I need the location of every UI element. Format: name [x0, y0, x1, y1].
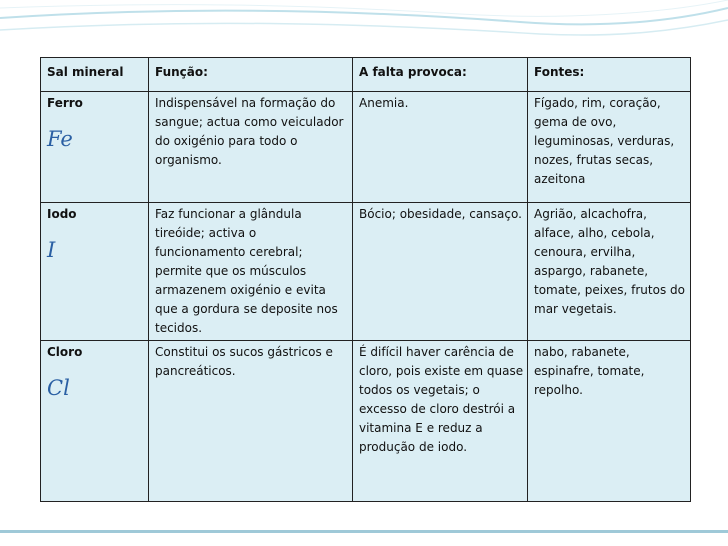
- fontes-cell: Fígado, rim, coração, gema de ovo, leguminosas, verduras, nozes, frutas secas, azeitona: [528, 92, 691, 203]
- funcao-cell: Constitui os sucos gástricos e pancreáticos.: [149, 341, 353, 502]
- mineral-cell: [41, 92, 149, 203]
- header-funcao: Função:: [149, 58, 353, 92]
- mineral-cell: [41, 203, 149, 341]
- table-row: [41, 203, 691, 341]
- minerals-table: [40, 57, 691, 502]
- funcao-cell: Faz funcionar a glândula tireóide; activa o funcionamento cerebral; permite que os músculos armazenem oxigénio e evita que a gordura se deposite nos tecidos.: [149, 203, 353, 341]
- chemical-symbol: Cl: [47, 376, 70, 400]
- fontes-cell: Agrião, alcachofra, alface, alho, cebola, cenoura, ervilha, aspargo, rabanete, tomate, peixes, frutos do mar vegetais.: [528, 203, 691, 341]
- header-falta-provoca: A falta provoca:: [353, 58, 528, 92]
- mineral-name: Cloro: [47, 345, 83, 359]
- mineral-name: Iodo: [47, 207, 77, 221]
- chemical-symbol: Fe: [47, 127, 73, 151]
- table-row: [41, 341, 691, 502]
- header-fontes: Fontes:: [528, 58, 691, 92]
- header-sal-mineral: Sal mineral: [41, 58, 149, 92]
- falta-cell: Bócio; obesidade, cansaço.: [353, 203, 528, 341]
- mineral-name: Ferro: [47, 96, 83, 110]
- table-row: [41, 92, 691, 203]
- table-header-row: [41, 58, 691, 92]
- decorative-bottom-line: [0, 530, 728, 533]
- chemical-symbol: I: [47, 238, 56, 262]
- falta-cell: Anemia.: [353, 92, 528, 203]
- falta-cell: É difícil haver carência de cloro, pois existe em quase todos os vegetais; o excesso de cloro destrói a vitamina E e reduz a produção de iodo.: [353, 341, 528, 502]
- funcao-cell: Indispensável na formação do sangue; actua como veiculador do oxigénio para todo o organismo.: [149, 92, 353, 203]
- mineral-cell: [41, 341, 149, 502]
- fontes-cell: nabo, rabanete, espinafre, tomate, repolho.: [528, 341, 691, 502]
